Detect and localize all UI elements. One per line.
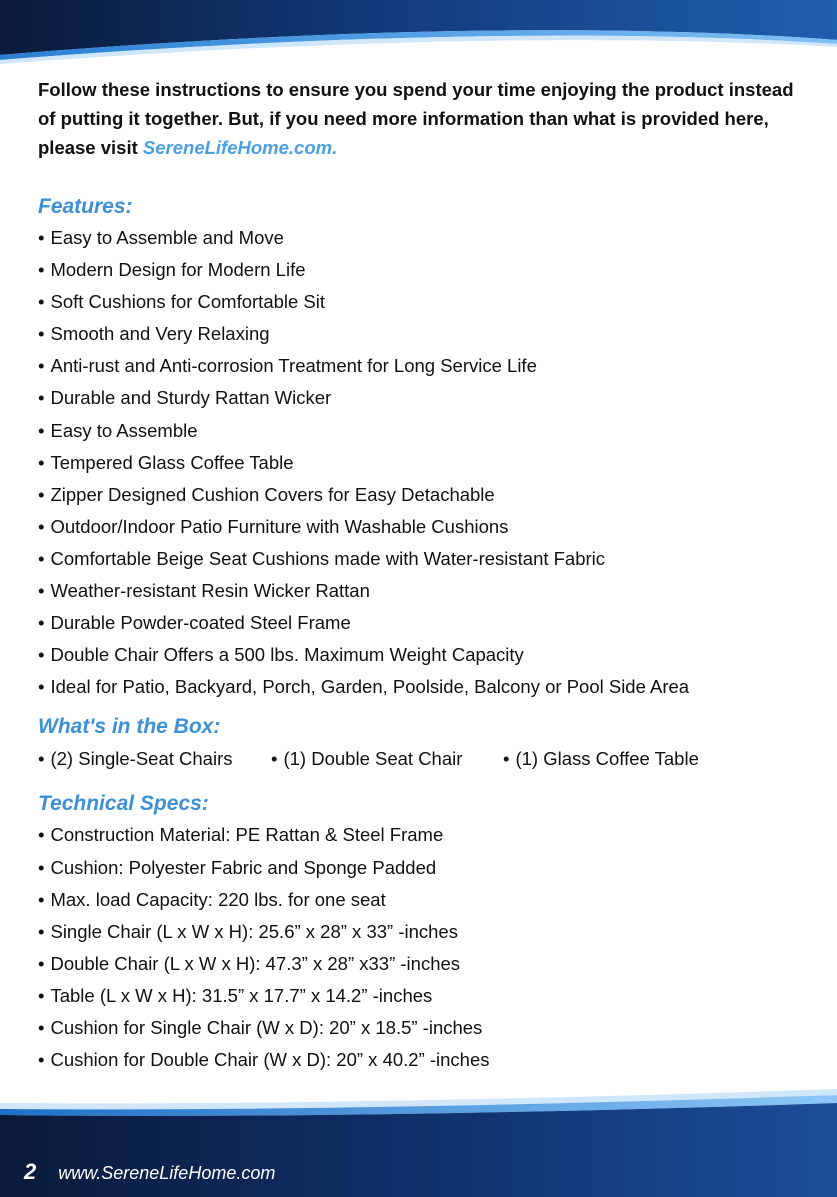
feature-item: • Tempered Glass Coffee Table <box>38 447 808 479</box>
box-contents-heading: What's in the Box: <box>38 715 221 739</box>
feature-item: • Durable Powder-coated Steel Frame <box>38 607 808 639</box>
intro-paragraph <box>38 75 808 162</box>
spec-item: • Cushion for Double Chair (W x D): 20” x 40.2” -inches <box>38 1044 808 1076</box>
website-link[interactable]: SereneLifeHome.com. <box>142 137 338 158</box>
box-item: • (2) Single-Seat Chairs <box>38 743 271 775</box>
page-content <box>38 75 808 1076</box>
spec-item: • Max. load Capacity: 220 lbs. for one seat <box>38 884 808 916</box>
feature-item: • Soft Cushions for Comfortable Sit <box>38 286 808 318</box>
header-wave-band <box>0 0 837 70</box>
feature-item: • Easy to Assemble and Move <box>38 222 808 254</box>
specs-list <box>38 819 808 1076</box>
box-contents-list <box>38 743 808 775</box>
spec-item: • Table (L x W x H): 31.5” x 17.7” x 14.2” -inches <box>38 980 808 1012</box>
feature-item: • Durable and Sturdy Rattan Wicker <box>38 382 808 414</box>
feature-item: • Smooth and Very Relaxing <box>38 318 808 350</box>
feature-item: • Outdoor/Indoor Patio Furniture with Washable Cushions <box>38 511 808 543</box>
spec-item: • Double Chair (L x W x H): 47.3” x 28” x33” -inches <box>38 948 808 980</box>
feature-item: • Anti-rust and Anti-corrosion Treatment for Long Service Life <box>38 350 808 382</box>
technical-specs-heading: Technical Specs: <box>38 792 209 816</box>
footer-website-link[interactable]: www.SereneLifeHome.com <box>58 1163 276 1183</box>
spec-item: • Cushion: Polyester Fabric and Sponge Padded <box>38 852 808 884</box>
feature-item: • Weather-resistant Resin Wicker Rattan <box>38 575 808 607</box>
page-number: 2 <box>24 1159 37 1184</box>
feature-item: • Modern Design for Modern Life <box>38 254 808 286</box>
feature-item: • Ideal for Patio, Backyard, Porch, Garden, Poolside, Balcony or Pool Side Area <box>38 671 808 703</box>
page-footer <box>24 1159 275 1185</box>
features-list <box>38 222 808 703</box>
features-heading: Features: <box>38 195 133 218</box>
feature-item: • Comfortable Beige Seat Cushions made with Water-resistant Fabric <box>38 543 808 575</box>
feature-item: • Double Chair Offers a 500 lbs. Maximum Weight Capacity <box>38 639 808 671</box>
spec-item: • Cushion for Single Chair (W x D): 20” x 18.5” -inches <box>38 1012 808 1044</box>
spec-item: • Single Chair (L x W x H): 25.6” x 28” x 33” -inches <box>38 916 808 948</box>
spec-item: • Construction Material: PE Rattan & Steel Frame <box>38 819 808 851</box>
intro-text: Follow these instructions to ensure you spend your time enjoying the product instead of putting it together. But, if you need more information than what is provided here, please visit <box>38 79 794 158</box>
box-item: • (1) Glass Coffee Table <box>503 743 699 775</box>
feature-item: • Easy to Assemble <box>38 415 808 447</box>
feature-item: • Zipper Designed Cushion Covers for Easy Detachable <box>38 479 808 511</box>
box-item: • (1) Double Seat Chair <box>271 743 503 775</box>
